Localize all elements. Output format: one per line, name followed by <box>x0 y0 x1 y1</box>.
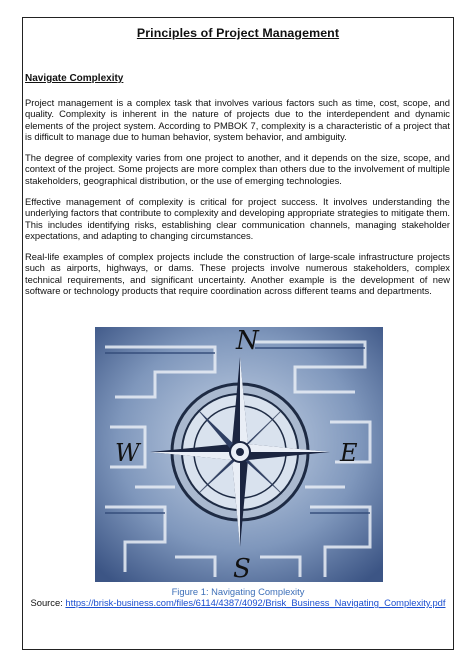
source-link[interactable]: https://brisk-business.com/files/6114/4387/4092/Brisk_Business_Navigating_Complexity.pdf <box>65 597 446 608</box>
compass-letter-s: S <box>233 554 251 582</box>
section-heading: Navigate Complexity <box>25 73 124 84</box>
maze-compass-image <box>95 327 383 582</box>
paragraph-3: Effective management of complexity is critical for project success. It involves understanding the underlying factors that contribute to complexity and developing appropriate strategies to mitigate them. This includes identifying risks, establishing clear communication channels, managing stakeholder expectations, and adapting to changing circumstances. <box>25 196 450 241</box>
compass-letter-w: W <box>115 439 140 467</box>
page-title: Principles of Project Management <box>136 26 340 40</box>
paragraph-1: Project management is a complex task that involves various factors such as time, cost, scope, and quality. Complexity is inherent in the nature of projects due to the interdependent and dynamic elements of the project system. According to PMBOK 7, complexity is a characteristic of a project that is difficult to manage due to human behavior, system behavior, and ambiguity. <box>25 97 450 142</box>
figure-caption: Figure 1: Navigating Complexity <box>171 586 305 597</box>
compass-letter-e: E <box>340 439 358 467</box>
compass-letter-n: N <box>236 327 259 356</box>
maze-compass-illustration <box>95 327 383 582</box>
figure-source <box>22 597 454 608</box>
paragraph-2: The degree of complexity varies from one project to another, and it depends on the size, scope, and context of the project. Some projects are more complex than others due to the involvement of multiple stakeholders, geographical distribution, or the use of emerging technologies. <box>25 152 450 186</box>
source-label: Source: <box>30 597 63 608</box>
paragraph-4: Real-life examples of complex projects include the construction of large-scale infrastructure projects such as airports, highways, or dams. These projects involve numerous stakeholders, complex technical requirements, and significant uncertainty. Another example is the development of new software or technology products that require coordination across different teams and departments. <box>25 251 450 296</box>
